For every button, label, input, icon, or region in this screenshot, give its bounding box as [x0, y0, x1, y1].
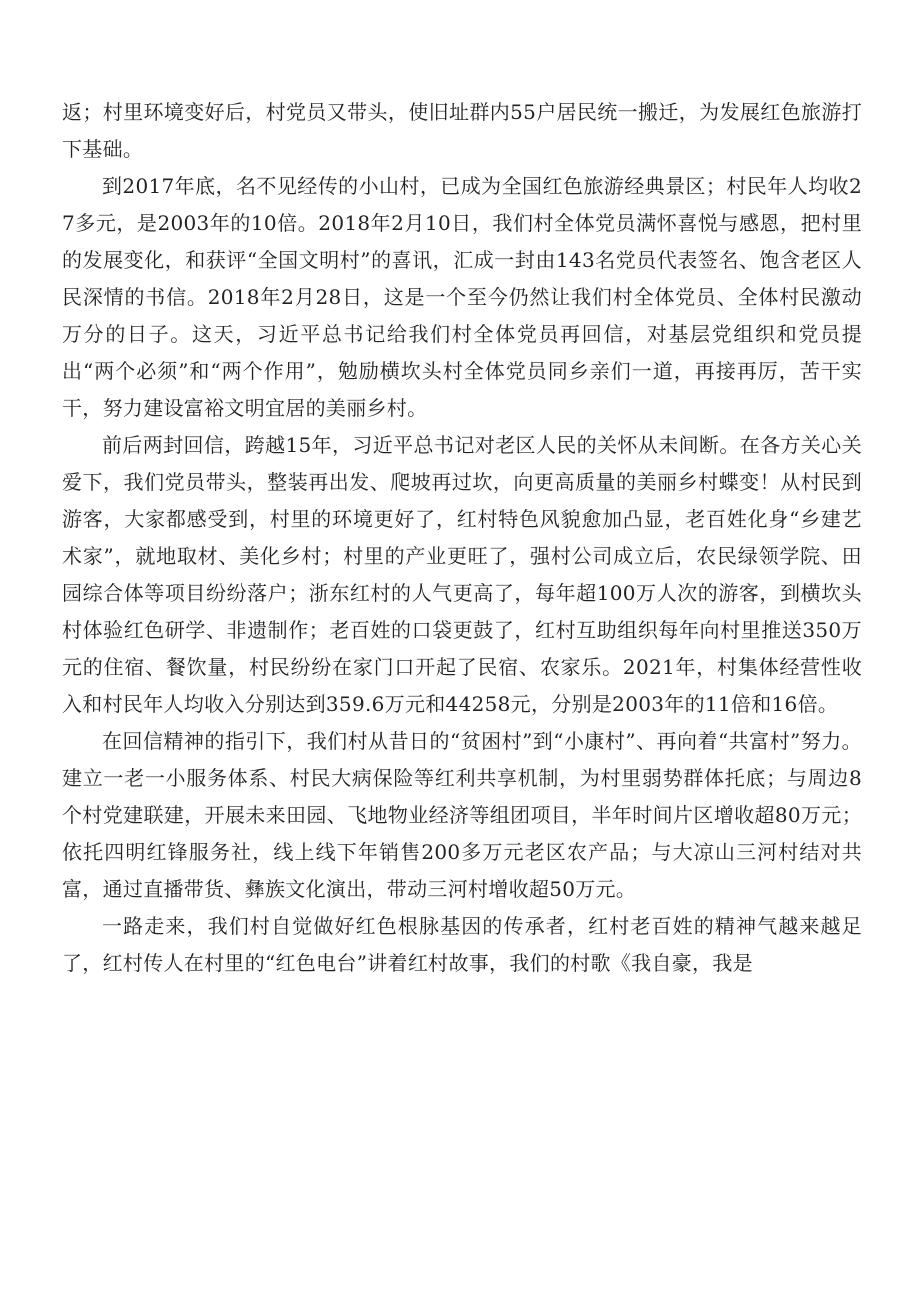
paragraph-2: 到2017年底，名不见经传的小山村，已成为全国红色旅游经典景区；村民年人均收27多元，是2003年的10倍。2018年2月10日，我们村全体党员满怀喜悦与感恩，把村里的发展变化，和获评“全国文明村”的喜讯，汇成一封由143名党员代表签名、饱含老区人民深情的书信。2018年2月28日，这是一个至今仍然让我们村全体党员、全体村民激动万分的日子。这天，习近平总书记给我们村全体党员再回信，对基层党组织和党员提出“两个必须”和“两个作用”，勉励横坎头村全体党员同乡亲们一道，再接再厉，苦干实干，努力建设富裕文明宜居的美丽乡村。 — [62, 174, 862, 420]
paragraph-3: 前后两封回信，跨越15年，习近平总书记对老区人民的关怀从未间断。在各方关心关爱下，我们党员带头，整装再出发、爬坡再过坎，向更高质量的美丽乡村蝶变！从村民到游客，大家都感受到，村里的环境更好了，红村特色风貌愈加凸显，老百姓化身“乡建艺术家”，就地取材、美化乡村；村里的产业更旺了，强村公司成立后，农民绿领学院、田园综合体等项目纷纷落户；浙东红村的人气更高了，每年超100万人次的游客，到横坎头村体验红色研学、非遗制作；老百姓的口袋更鼓了，红村互助组织每年向村里推送350万元的住宿、餐饮量，村民纷纷在家门口开起了民宿、农家乐。2021年，村集体经营性收入和村民年人均收入分别达到359.6万元和44258元，分别是2003年的11倍和16倍。 — [62, 433, 862, 716]
document-body — [62, 94, 862, 982]
paragraph-5: 一路走来，我们村自觉做好红色根脉基因的传承者，红村老百姓的精神气越来越足了，红村传人在村里的“红色电台”讲着红村故事，我们的村歌《我自豪，我是 — [62, 914, 862, 975]
paragraph-4: 在回信精神的指引下，我们村从昔日的“贫困村”到“小康村”、再向着“共富村”努力。建立一老一小服务体系、村民大病保险等红利共享机制，为村里弱势群体托底；与周边8个村党建联建，开展未来田园、飞地物业经济等组团项目，半年时间片区增收超80万元；依托四明红锋服务社，线上线下年销售200多万元老区农产品；与大凉山三河村结对共富，通过直播带货、彝族文化演出，带动三河村增收超50万元。 — [62, 729, 862, 901]
paragraph-1: 返；村里环境变好后，村党员又带头，使旧址群内55户居民统一搬迁，为发展红色旅游打下基础。 — [62, 100, 862, 161]
